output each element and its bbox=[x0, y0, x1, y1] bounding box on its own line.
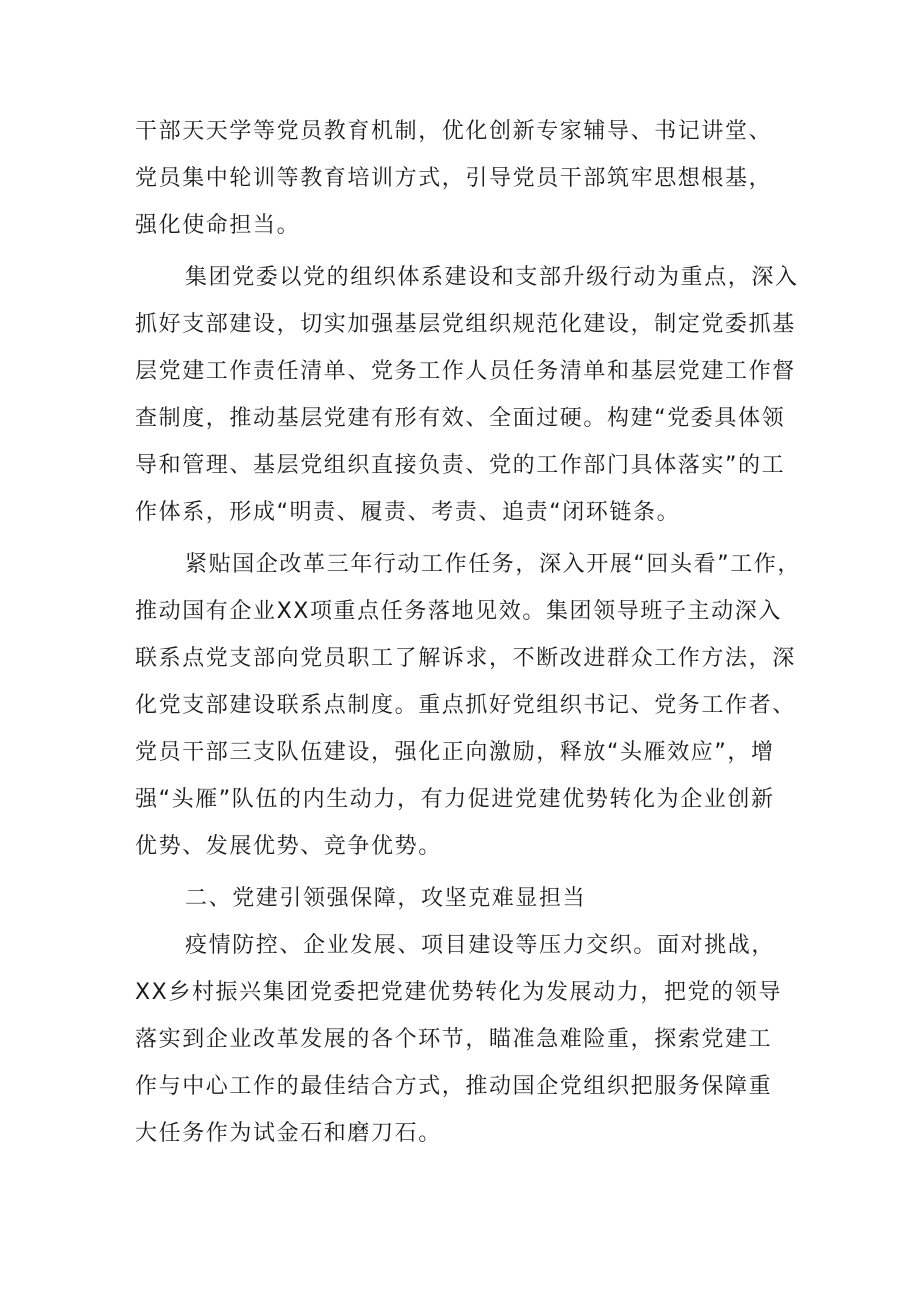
text-line: 导和管理、基层党组织直接负责、党的工作部门具体落实”的工 bbox=[135, 453, 786, 478]
section-heading: 二、党建引领强保障，攻坚克难显担当 bbox=[185, 886, 587, 911]
text-line: 疫情防控、企业发展、项目建设等压力交织。面对挑战， bbox=[185, 933, 776, 958]
text-line: 化党支部建设联系点制度。重点抓好党组织书记、党务工作者、 bbox=[135, 693, 796, 718]
text-line: 大任务作为试金石和磨刀石。 bbox=[135, 1121, 442, 1146]
text-line: XX乡村振兴集团党委把党建优势转化为发展动力，把党的领导 bbox=[135, 980, 782, 1005]
text-line: 党员集中轮训等教育培训方式，引导党员干部筑牢思想根基， bbox=[135, 166, 773, 191]
text-line: 作与中心工作的最佳结合方式，推动国企党组织把服务保障重 bbox=[135, 1074, 773, 1099]
text-line: 推动国有企业XX项重点任务落地见效。集团领导班子主动深入 bbox=[135, 599, 782, 624]
text-line: 强化使命担当。 bbox=[135, 213, 301, 238]
text-line: 集团党委以党的组织体系建设和支部升级行动为重点，深入 bbox=[185, 265, 799, 290]
text-line: 查制度，推动基层党建有形有效、全面过硬。构建“党委具体领 bbox=[135, 406, 786, 431]
text-line: 作体系，形成“明责、履责、考责、追责“闭环链条。 bbox=[135, 500, 681, 525]
text-line: 落实到企业改革发展的各个环节，瞄准急难险重，探索党建工 bbox=[135, 1027, 773, 1052]
text-line: 党员干部三支队伍建设，强化正向激励，释放“头雁效应”，增 bbox=[135, 740, 775, 765]
text-line: 抓好支部建设，切实加强基层党组织规范化建设，制定党委抓基 bbox=[135, 312, 796, 337]
text-line: 联系点党支部向党员职工了解诉求，不断改进群众工作方法，深 bbox=[135, 646, 796, 671]
text-line: 层党建工作责任清单、党务工作人员任务清单和基层党建工作督 bbox=[135, 359, 796, 384]
text-line: 优势、发展优势、竞争优势。 bbox=[135, 834, 442, 859]
text-line: 干部天天学等党员教育机制，优化创新专家辅导、书记讲堂、 bbox=[135, 119, 773, 144]
text-line: 强“头雁”队伍的内生动力，有力促进党建优势转化为企业创新 bbox=[135, 787, 775, 812]
text-line: 紧贴国企改革三年行动工作任务，深入开展“回头看”工作， bbox=[185, 552, 801, 577]
